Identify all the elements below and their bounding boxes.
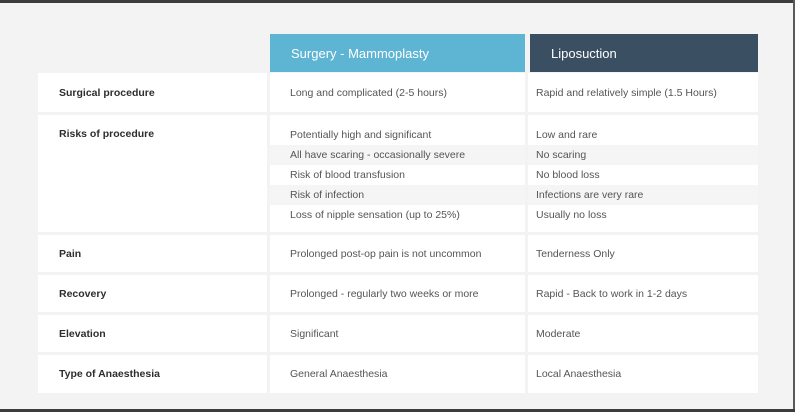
header-liposuction: Liposuction <box>530 34 758 72</box>
list-item: Loss of nipple sensation (up to 25%) <box>290 209 460 221</box>
liposuction-cell <box>525 115 758 232</box>
row-label: Elevation <box>59 327 106 340</box>
list-item: Risk of infection <box>270 185 525 205</box>
list-item: Potentially high and significant <box>290 129 432 141</box>
list-item: No blood loss <box>536 169 600 181</box>
row-label: Type of Anaesthesia <box>59 368 160 380</box>
table-row <box>38 315 758 352</box>
table-header <box>38 34 758 72</box>
row-label: Recovery <box>59 287 107 300</box>
surgery-cell: Long and complicated (2-5 hours) <box>267 73 525 112</box>
surgery-cell: General Anaesthesia <box>267 355 525 393</box>
row-label: Surgical procedure <box>59 86 155 99</box>
list-item: Low and rare <box>536 129 598 141</box>
row-label: Pain <box>59 247 82 260</box>
liposuction-cell: Rapid and relatively simple (1.5 Hours) <box>525 73 758 112</box>
table-row <box>38 115 758 232</box>
liposuction-cell: Rapid - Back to work in 1-2 days <box>525 275 758 312</box>
row-label: Risks of procedure <box>59 128 155 140</box>
comparison-table <box>38 34 758 393</box>
surgery-cell: Prolonged post-op pain is not uncommon <box>267 235 525 272</box>
list-item: Usually no loss <box>536 209 607 221</box>
header-spacer <box>38 34 267 72</box>
top-border <box>0 0 795 3</box>
surgery-cell: Significant <box>267 315 525 352</box>
list-item: Infections are very rare <box>528 185 758 205</box>
liposuction-cell: Moderate <box>525 315 758 352</box>
list-item: No scaring <box>528 145 758 165</box>
header-surgery: Surgery - Mammoplasty <box>270 34 525 72</box>
surgery-cell <box>267 115 525 232</box>
table-row <box>38 275 758 312</box>
table-row <box>38 355 758 393</box>
liposuction-cell: Tenderness Only <box>525 235 758 272</box>
table-row <box>38 73 758 112</box>
list-item: Risk of blood transfusion <box>290 169 405 181</box>
liposuction-cell: Local Anaesthesia <box>525 355 758 393</box>
surgery-cell: Prolonged - regularly two weeks or more <box>267 275 525 312</box>
list-item: All have scaring - occasionally severe <box>270 145 525 165</box>
table-row <box>38 235 758 272</box>
